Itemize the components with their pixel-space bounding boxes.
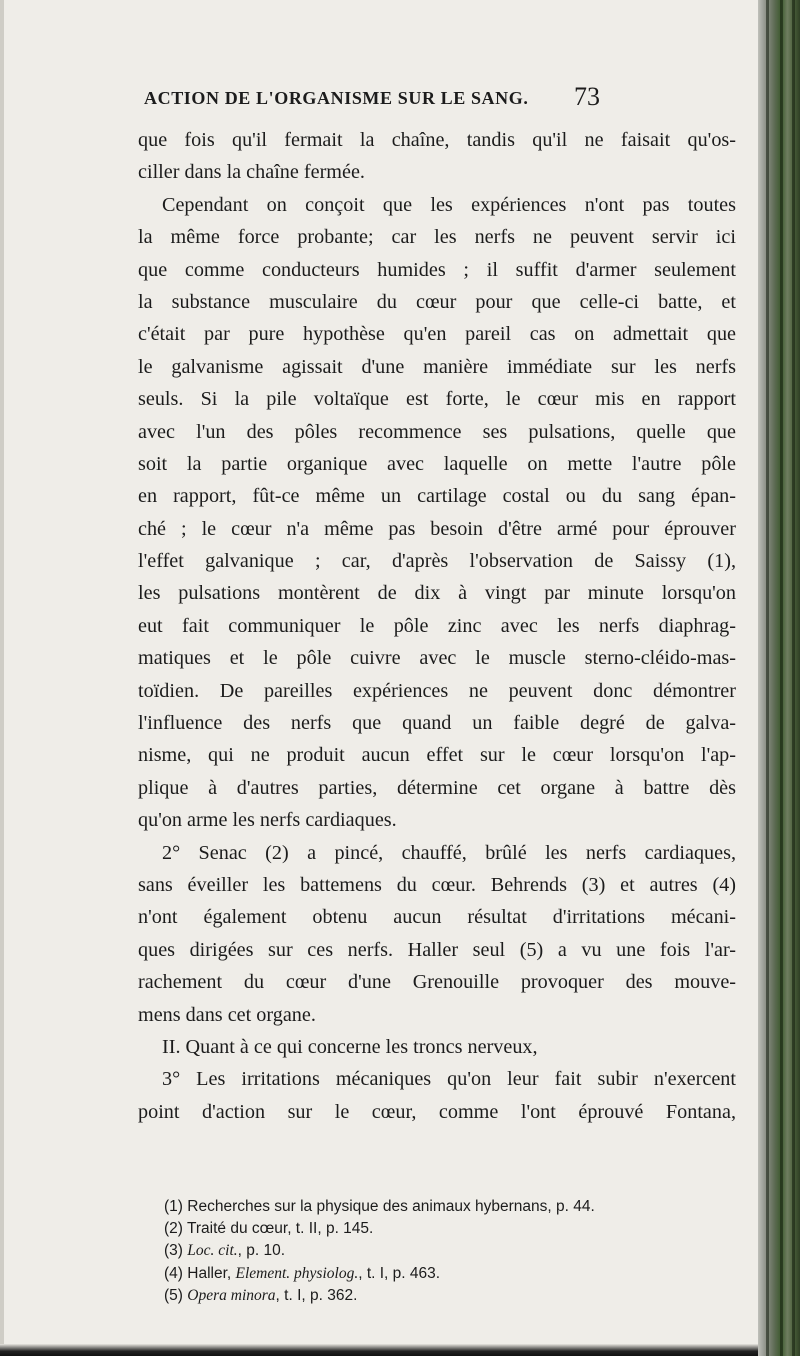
footnote-number: (5) — [164, 1286, 183, 1304]
book-spine-edge — [758, 0, 800, 1356]
text-line: avec l'un des pôles recommence ses pulsations, quelle que — [138, 420, 736, 443]
spine-stripe — [792, 0, 795, 1356]
footnote — [164, 1240, 724, 1262]
footnote-prefix: Haller, — [187, 1264, 236, 1282]
text-line: 2° Senac (2) a pincé, chauffé, brûlé les nerfs cardiaques, — [162, 841, 736, 864]
text-line: l'effet galvanique ; car, d'après l'observation de Saissy (1), — [138, 550, 736, 573]
footnote-text: , t. I, p. 362. — [275, 1286, 358, 1304]
footnote — [164, 1285, 724, 1307]
footnote-text: Traité du cœur, t. II, p. 145. — [186, 1220, 374, 1238]
footnote-number: (3) — [164, 1242, 183, 1260]
footnote-text: , t. I, p. 463. — [358, 1264, 441, 1282]
footnote — [164, 1263, 724, 1285]
page-left-edge — [0, 0, 4, 1356]
text-line: point d'action sur le cœur, comme l'ont éprouvé Fontana, — [138, 1100, 736, 1123]
text-line: le galvanisme agissait d'une manière immédiate sur les nerfs — [138, 355, 736, 378]
text-line: la substance musculaire du cœur pour que celle-ci batte, et — [138, 290, 736, 313]
text-line: 3° Les irritations mécaniques qu'on leur fait subir n'exercent — [162, 1068, 736, 1091]
text-line: en rapport, fût-ce même un cartilage costal ou du sang épan- — [138, 485, 736, 508]
footnote-italic: Loc. cit. — [187, 1242, 238, 1260]
text-line: seuls. Si la pile voltaïque est forte, le cœur mis en rapport — [138, 388, 736, 411]
text-line: sans éveiller les battemens du cœur. Behrends (3) et autres (4) — [138, 873, 736, 896]
text-line: eut fait communiquer le pôle zinc avec les nerfs diaphrag- — [138, 614, 736, 637]
footnote — [164, 1196, 724, 1218]
text-line: qu'on arme les nerfs cardiaques. — [138, 809, 397, 832]
footnote-text: Recherches sur la physique des animaux hybernans, p. 44. — [187, 1198, 595, 1215]
text-line: ciller dans la chaîne fermée. — [138, 161, 365, 184]
page-bottom-edge — [0, 1344, 760, 1356]
text-line: rachement du cœur d'une Grenouille provoquer des mouve- — [138, 971, 736, 994]
spine-stripe — [780, 0, 783, 1356]
text-line: nisme, qui ne produit aucun effet sur le cœur lorsqu'on l'ap- — [138, 744, 736, 767]
text-line: n'ont également obtenu aucun résultat d'irritations mécani- — [138, 906, 736, 929]
text-line: c'était par pure hypothèse qu'en pareil cas on admettait que — [138, 323, 736, 346]
text-line: ché ; le cœur n'a même pas besoin d'être armé pour éprouver — [138, 517, 736, 540]
footnote-number: (4) — [164, 1264, 183, 1282]
footnote-text: , p. 10. — [237, 1242, 286, 1260]
footnote-italic: Element. physiolog. — [235, 1264, 359, 1282]
running-title: ACTION DE L'ORGANISME SUR LE SANG. — [144, 88, 529, 108]
spine-stripe — [766, 0, 769, 1356]
footnote-number: (1) — [164, 1198, 183, 1215]
page-header — [122, 84, 722, 114]
text-line: l'influence des nerfs que quand un faible degré de galva- — [138, 712, 736, 735]
text-line: plique à d'autres parties, détermine cet organe à battre dès — [138, 776, 736, 799]
text-line: Cependant on conçoit que les expériences n'ont pas toutes — [162, 193, 736, 216]
text-line: matiques et le pôle cuivre avec le muscle sterno-cléido-mas- — [138, 647, 736, 670]
footnote-number: (2) — [164, 1220, 183, 1238]
text-line: toïdien. De pareilles expériences ne peuvent donc démontrer — [138, 679, 736, 702]
body-text — [138, 124, 736, 1128]
text-line: la même force probante; car les nerfs ne peuvent servir ici — [138, 226, 736, 249]
text-line: soit la partie organique avec laquelle on mette l'autre pôle — [138, 452, 736, 475]
text-line: que comme conducteurs humides ; il suffit d'armer seulement — [138, 258, 736, 281]
footnote-italic: Opera minora — [187, 1286, 276, 1304]
footnote — [164, 1218, 724, 1240]
page-number: 73 — [574, 82, 600, 111]
text-line: les pulsations montèrent de dix à vingt par minute lorsqu'on — [138, 582, 736, 605]
text-line: que fois qu'il fermait la chaîne, tandis qu'il ne faisait qu'os- — [138, 129, 736, 151]
text-line: mens dans cet organe. — [138, 1003, 316, 1026]
footnotes — [164, 1196, 724, 1307]
text-line: ques dirigées sur ces nerfs. Haller seul (5) a vu une fois l'ar- — [138, 938, 736, 961]
text-line: II. Quant à ce qui concerne les troncs nerveux, — [162, 1035, 538, 1058]
